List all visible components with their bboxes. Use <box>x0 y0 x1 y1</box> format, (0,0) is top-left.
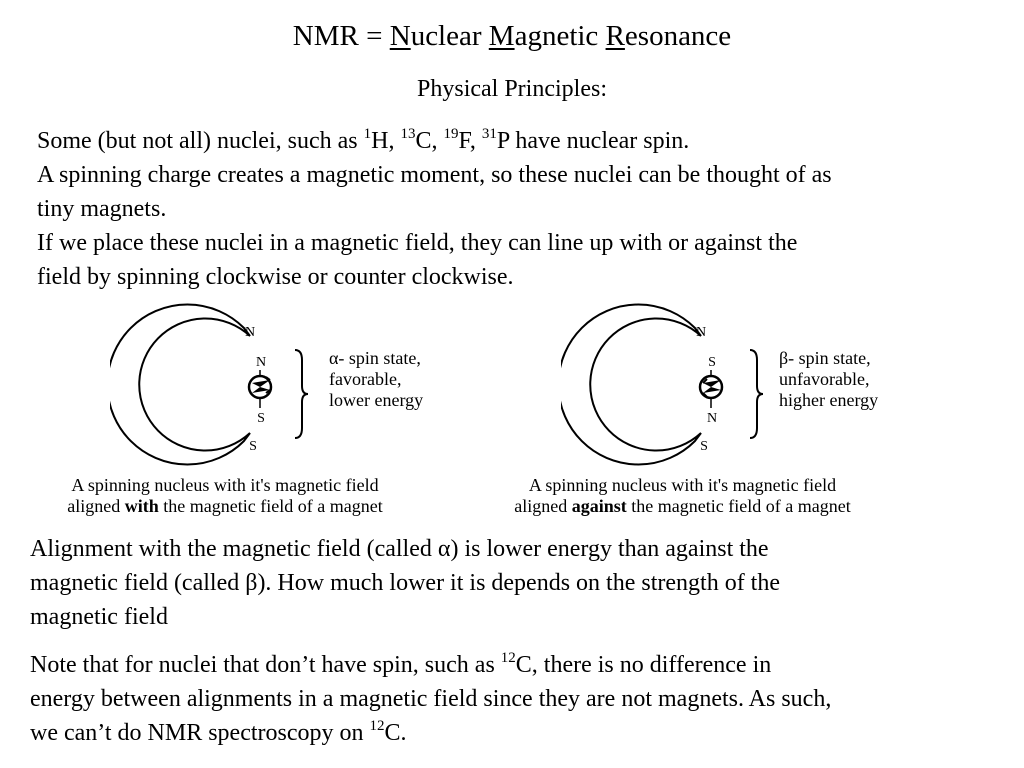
nucleus-south-pole: S <box>708 355 716 370</box>
alpha-caption: A spinning nucleus with it's magnetic field aligned with the magnetic field of a magnet <box>67 475 383 516</box>
intro-line-5: field by spinning clockwise or counter clockwise. <box>37 264 514 290</box>
spinning-nucleus-icon <box>249 376 271 398</box>
intro-line-4: If we place these nuclei in a magnetic field, they can line up with or against the <box>37 230 798 256</box>
beta-spin-state-label: β- spin state, unfavorable, higher energy <box>779 348 879 410</box>
subtitle: Physical Principles: <box>417 76 607 102</box>
magnet-south-pole: S <box>700 439 708 454</box>
alignment-paragraph: Alignment with the magnetic field (called α) is lower energy than against the magnetic field (called β). How much lower it is depends on the strength of the magnetic field <box>30 536 780 630</box>
nucleus-south-pole: S <box>257 411 265 426</box>
alpha-spin-state-label: α- spin state, favorable, lower energy <box>329 348 424 410</box>
magnet-north-pole: N <box>695 325 707 340</box>
magnet-south-pole: S <box>249 439 257 454</box>
beta-caption: A spinning nucleus with it's magnetic field aligned against the magnetic field of a magnet <box>514 475 851 516</box>
nucleus-north-pole: N <box>255 355 267 370</box>
left-brace-icon <box>292 348 312 440</box>
horseshoe-magnet-icon <box>561 305 701 465</box>
intro-line-2: A spinning charge creates a magnetic moment, so these nuclei can be thought of as <box>37 162 832 188</box>
horseshoe-magnet-icon <box>110 305 250 465</box>
right-brace-icon <box>747 348 767 440</box>
intro-paragraph <box>37 124 997 294</box>
magnet-north-pole: N <box>244 325 256 340</box>
intro-line-1: Some (but not all) nuclei, such as $^1$H, $^{13}$C, $^{19}$F, $^{31}$P have nuclear spin. <box>37 126 690 154</box>
spinning-nucleus-icon <box>700 376 722 398</box>
note-paragraph: Note that for nuclei that don’t have spin, such as $^{12}$C, there is no difference in energy between alignments in a magnetic field since they are not magnets. As such, we can’t do NMR spectroscopy on $^{12}$C. <box>30 650 832 746</box>
alpha-magnet-diagram <box>110 298 310 468</box>
intro-line-3: tiny magnets. <box>37 196 167 222</box>
beta-magnet-diagram <box>561 298 761 468</box>
page-title: NMR = Nuclear Magnetic Resonance <box>292 20 732 52</box>
nucleus-north-pole: N <box>706 411 718 426</box>
